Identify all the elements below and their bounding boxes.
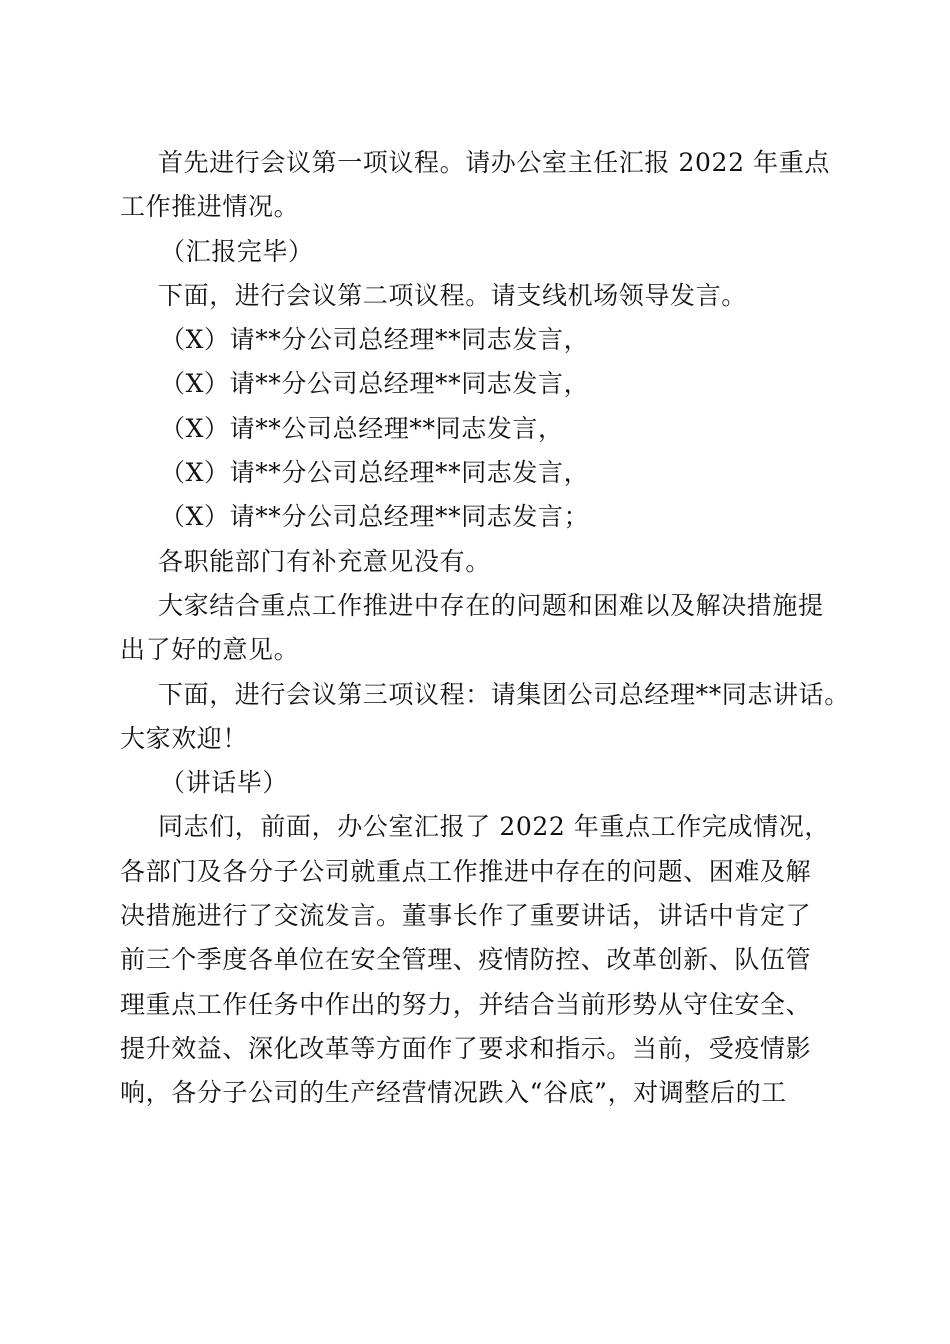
paragraph-line: 工作推进情况。 (120, 192, 300, 221)
paragraph-line: 前三个季度各单位在安全管理、疫情防控、改革创新、队伍管 (120, 945, 812, 974)
paragraph-line: （X）请**分公司总经理**同志发言， (160, 325, 590, 354)
paragraph-line: （X）请**分公司总经理**同志发言； (160, 502, 590, 531)
paragraph-line: （讲话毕） (160, 768, 289, 797)
paragraph-line: 响，各分子公司的生产经营情况跌入“谷底”，对调整后的工 (120, 1078, 787, 1107)
paragraph-line: 同志们，前面，办公室汇报了 2022 年重点工作完成情况， (158, 812, 830, 841)
paragraph-line: 下面，进行会议第三项议程：请集团公司总经理**同志讲话。 (158, 680, 850, 709)
paragraph-line: （X）请**分公司总经理**同志发言， (160, 369, 590, 398)
paragraph-line: 大家欢迎！ (120, 724, 249, 753)
paragraph-line: 首先进行会议第一项议程。请办公室主任汇报 2022 年重点 (158, 148, 830, 177)
paragraph-line: 大家结合重点工作推进中存在的问题和困难以及解决措施提 (158, 591, 824, 620)
paragraph-line: 理重点工作任务中作出的努力，并结合当前形势从守住安全、 (120, 990, 812, 1019)
paragraph-line: （X）请**分公司总经理**同志发言， (160, 458, 590, 487)
paragraph-line: 出了好的意见。 (120, 635, 300, 664)
paragraph-line: 各部门及各分子公司就重点工作推进中存在的问题、困难及解 (120, 857, 812, 886)
paragraph-line: 各职能部门有补充意见没有。 (158, 547, 491, 576)
paragraph-line: 提升效益、深化改革等方面作了要求和指示。当前，受疫情影 (120, 1034, 812, 1063)
paragraph-line: （X）请**公司总经理**同志发言， (160, 414, 564, 443)
paragraph-line: 决措施进行了交流发言。董事长作了重要讲话，讲话中肯定了 (120, 901, 812, 930)
paragraph-line: 下面，进行会议第二项议程。请支线机场领导发言。 (158, 281, 747, 310)
paragraph-line: （汇报完毕） (160, 237, 314, 266)
